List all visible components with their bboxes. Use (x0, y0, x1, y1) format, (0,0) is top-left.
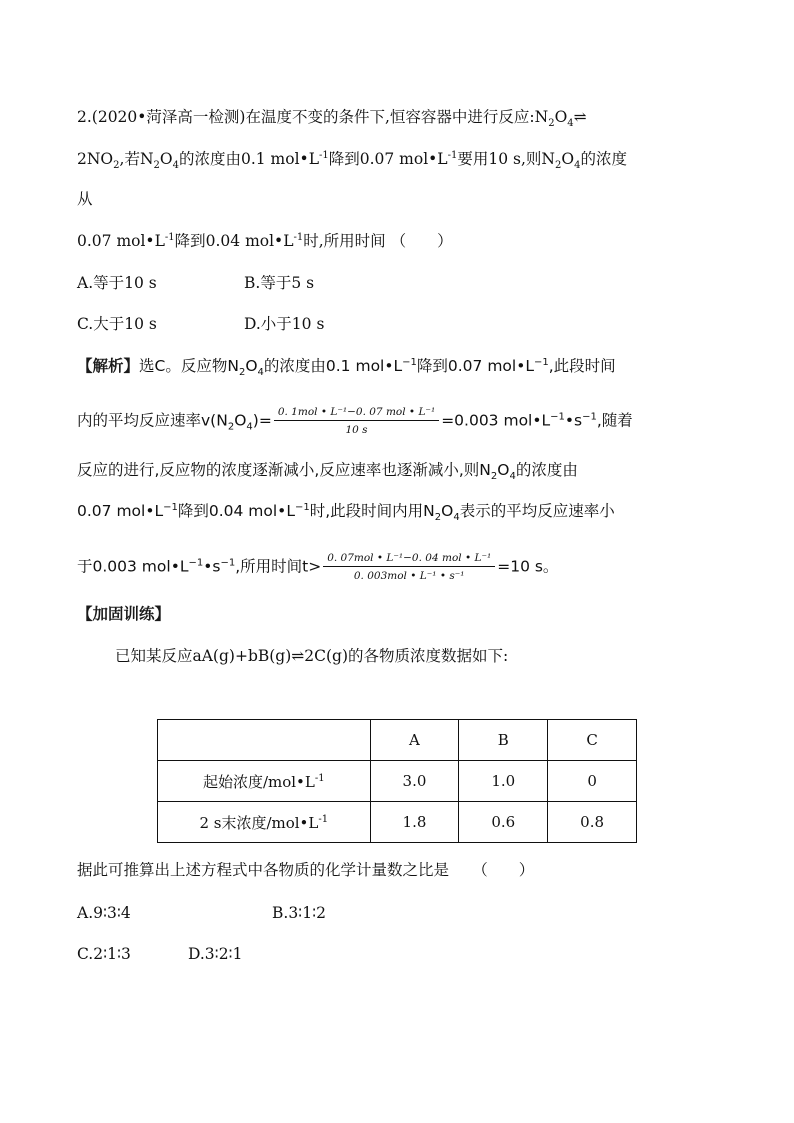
analysis-line-1: 【解析】选C。反应物$N_2O_4$的浓度由0.1 $mol•L^{-1}$降到0.07 $mol•L^{-1}$,此段时间 (77, 356, 616, 379)
table-row (158, 802, 637, 843)
table-header-row (158, 720, 637, 761)
rate-fraction (274, 405, 439, 437)
analysis-line-5: 于0.003 $mol•L^{-1}•s^{-1}$,所用时间t> $\frac{\text{0. 07mol • L⁻¹−0. 04 mol • L⁻¹}}{\text{0. 003mol • L⁻¹ • s⁻¹}}$ =10 s。 (77, 552, 559, 582)
analysis-line-4: 0.07 $mol•L^{-1}$降到0.04 $mol•L^{-1}$时,此段时间内用$N_2O_4$表示的平均反应速率小 (77, 501, 615, 524)
option-b[interactable]: B.等于5 s (244, 274, 315, 292)
option-a[interactable]: A.9∶3∶4 (77, 904, 131, 922)
table-header-cell (158, 720, 371, 761)
question-2-line-1: 2.(2020•菏泽高一检测)在温度不变的条件下,恒容容器中进行反应$:N_2O_4\rightleftharpoons$ (77, 108, 587, 130)
option-a[interactable]: A.等于10 s (77, 274, 157, 292)
table-row-label: 起始浓度$/mol•L^{-1}$ (158, 761, 371, 802)
table-cell: 1.0 (459, 761, 548, 802)
table-cell: 1.8 (370, 802, 459, 843)
question-2-line-3: 从 (77, 190, 93, 208)
practice-question: 据此可推算出上述方程式中各物质的化学计量数之比是 （ ） (77, 861, 535, 879)
option-d[interactable]: D.小于10 s (244, 315, 325, 333)
rate-fraction-numerator: 0. 1mol • L⁻¹−0. 07 mol • L⁻¹ (274, 405, 439, 421)
practice-label-line (77, 603, 170, 625)
time-fraction (323, 551, 495, 583)
option-d[interactable]: D.3∶2∶1 (188, 945, 243, 963)
analysis-label: 【解析】 (77, 357, 140, 375)
time-fraction-numerator: 0. 07mol • L⁻¹−0. 04 mol • L⁻¹ (323, 551, 495, 567)
rate-fraction-denominator: 10 s (345, 424, 368, 436)
question-2-options-row-2 (77, 313, 324, 335)
practice-label: 【加固训练】 (77, 605, 171, 623)
practice-options-row-1 (77, 902, 326, 924)
practice-intro: 已知某反应aA(g)+bB(g)⇌2C(g)的各物质浓度数据如下: (115, 647, 509, 665)
table-row-label: 2 s末浓度$/mol•L^{-1}$ (158, 802, 371, 843)
table-cell: 0.8 (548, 802, 637, 843)
table-header-cell: A (370, 720, 459, 761)
analysis-line-2: 内的平均反应速率$v(N_2O_4)=$ $\frac{\text{0. 1mol • L⁻¹−0. 07 mol • L⁻¹}}{10 s}$ =0.003 $mol•L^{-1}•s^{-1}$,随着 (77, 406, 633, 436)
analysis-line-3: 反应的进行,反应物的浓度逐渐减小,反应速率也逐渐减小,则$N_2O_4$的浓度由 (77, 461, 578, 483)
option-b[interactable]: B.3∶1∶2 (272, 904, 326, 922)
time-fraction-denominator: 0. 003mol • L⁻¹ • s⁻¹ (353, 570, 465, 582)
table-cell: 3.0 (370, 761, 459, 802)
table-header-cell: C (548, 720, 637, 761)
practice-options-row-2 (77, 943, 242, 965)
question-2-line-4: 0.07 $mol•L^{-1}$降到0.04 $mol•L^{-1}$时,所用时间 （ ） (77, 231, 453, 250)
question-2-line-2: $2NO_2$,若$N_2O_4$的浓度由0.1 $mol•L^{-1}$降到0.07 $mol•L^{-1}$要用10 s,则$N_2O_4$的浓度 (77, 149, 627, 172)
question-2-options-row-1 (77, 272, 314, 294)
table-header-cell: B (459, 720, 548, 761)
table-cell: 0 (548, 761, 637, 802)
option-c[interactable]: C.大于10 s (77, 315, 157, 333)
table-row (158, 761, 637, 802)
concentration-table (157, 719, 637, 843)
table-cell: 0.6 (459, 802, 548, 843)
option-c[interactable]: C.2∶1∶3 (77, 945, 131, 963)
